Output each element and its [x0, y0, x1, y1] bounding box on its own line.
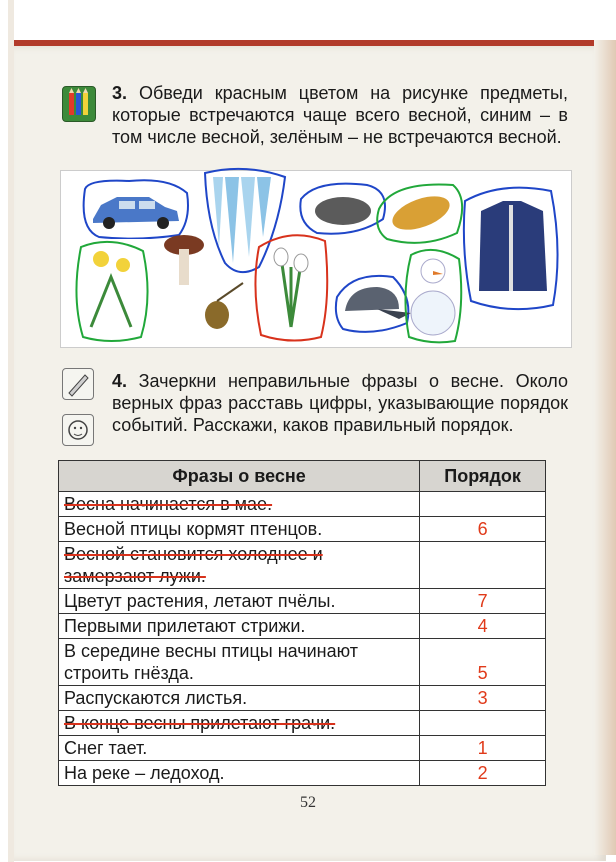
phrase-cell [59, 639, 420, 686]
table-row [59, 711, 546, 736]
order-number: 7 [477, 591, 488, 611]
order-cell [420, 614, 546, 639]
table-row [59, 761, 546, 786]
order-cell [420, 711, 546, 736]
phrase-text: Снег тает. [64, 738, 148, 758]
table-row [59, 517, 546, 542]
task-4-number: 4. [112, 371, 128, 391]
phrase-cell [59, 614, 420, 639]
speaking-head-icon [62, 414, 94, 446]
table-row [59, 589, 546, 614]
phrase-cell [59, 542, 420, 589]
table-row [59, 736, 546, 761]
task-4-instruction: Зачеркни неправильные фразы о весне. Около верных фраз расставь цифры, указывающие порядок событий. Расскажи, каков правильный порядок. [112, 371, 568, 435]
phrase-cell [59, 736, 420, 761]
phrase-text: На реке – ледоход. [64, 763, 225, 783]
snowman-picture [401, 245, 465, 350]
dandelion-picture [71, 237, 153, 350]
picture-area [60, 170, 572, 348]
table-header-row [59, 461, 546, 492]
order-number: 3 [477, 688, 488, 708]
order-cell [420, 517, 546, 542]
page-number: 52 [300, 794, 316, 811]
snowdrops-picture [251, 227, 331, 350]
phrase-cell [59, 686, 420, 711]
phrase-cell [59, 589, 420, 614]
struck-phrase: Весной становится холоднее и замерзают лужи. [64, 544, 323, 586]
task-3-instruction: Обведи красным цветом на рисунке предметы, которые встречаются чаще всего весной, синим – в том числе весной, зелёным – не встречаются весной. [112, 83, 568, 147]
phrases-table [58, 460, 546, 786]
task-3-number: 3. [112, 83, 128, 103]
jacket-picture [461, 181, 563, 318]
order-cell [420, 492, 546, 517]
phrase-text: Первыми прилетают стрижи. [64, 616, 306, 636]
struck-phrase: В конце весны прилетают грачи. [64, 713, 336, 733]
pencils-icon [62, 86, 96, 122]
column-header-order: Порядок [420, 461, 546, 492]
order-cell [420, 542, 546, 589]
oak-leaf-picture [373, 179, 469, 254]
order-number: 4 [477, 616, 488, 636]
phrase-text: Весной птицы кормят птенцов. [64, 519, 323, 539]
phrase-cell [59, 711, 420, 736]
phrase-cell [59, 761, 420, 786]
table-row [59, 686, 546, 711]
phrase-text: Цветут растения, летают пчёлы. [64, 591, 336, 611]
order-cell [420, 686, 546, 711]
task-3-text [112, 82, 568, 148]
order-number: 2 [477, 763, 488, 783]
order-cell [420, 761, 546, 786]
phrase-text: В середине весны птицы начинают строить гнёзда. [64, 641, 358, 683]
struck-phrase: Весна начинается в мае. [64, 494, 273, 514]
order-number: 5 [477, 663, 488, 683]
task-4-text [112, 370, 568, 436]
order-number: 6 [477, 519, 488, 539]
table-row [59, 492, 546, 517]
phrase-text: Распускаются листья. [64, 688, 248, 708]
table-row [59, 542, 546, 589]
order-cell [420, 639, 546, 686]
book-spine [594, 40, 616, 855]
pencil-icon [62, 368, 94, 400]
phrase-cell [59, 517, 420, 542]
nut-picture [199, 281, 249, 344]
order-cell [420, 589, 546, 614]
table-row [59, 614, 546, 639]
order-number: 1 [477, 738, 488, 758]
table-row [59, 639, 546, 686]
phrase-cell [59, 492, 420, 517]
column-header-phrases: Фразы о весне [59, 461, 420, 492]
order-cell [420, 736, 546, 761]
